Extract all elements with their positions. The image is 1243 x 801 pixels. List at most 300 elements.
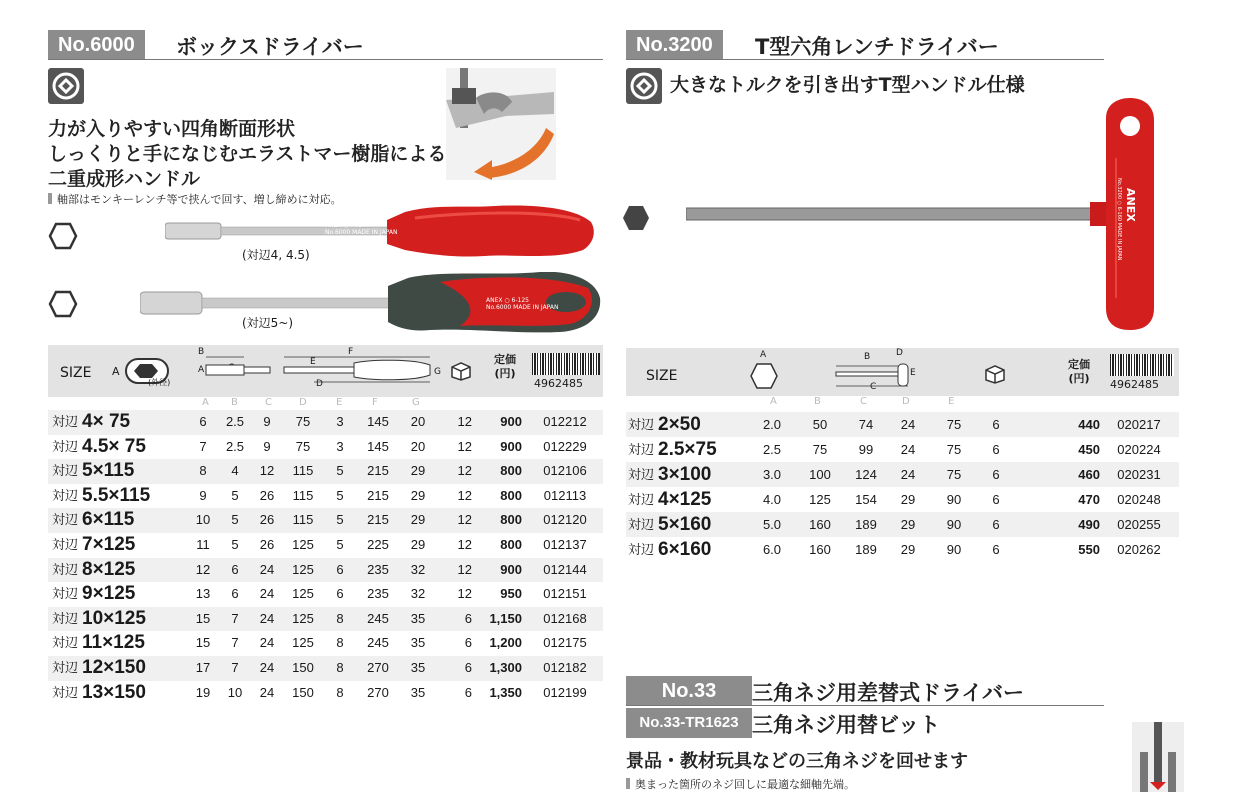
cell-code: 020248	[1117, 492, 1161, 507]
cell-e: 90	[946, 517, 962, 532]
right-col-letter-a: A	[770, 396, 777, 407]
cell-a: 19	[195, 684, 211, 700]
cell-a: 12	[195, 561, 211, 577]
cell-b: 160	[809, 517, 831, 532]
cell-e: 5	[336, 463, 344, 479]
cell-c: 9	[263, 438, 271, 454]
right-size-label: SIZE	[646, 368, 678, 384]
cell-a: 6.0	[762, 542, 782, 557]
cell-b: 2.5	[225, 438, 245, 454]
right-col-letter-d: D	[902, 396, 910, 407]
cell-pre: 対辺	[52, 512, 79, 528]
right-barcode-text: 4962485	[1110, 378, 1159, 391]
cell-e: 6	[336, 586, 344, 602]
cell-e: 8	[336, 610, 344, 626]
right-barcode-icon	[1110, 354, 1174, 376]
cell-size: 2×50	[658, 414, 701, 435]
cell-code: 012120	[543, 512, 587, 528]
anex-logo-icon	[48, 68, 84, 104]
cell-d: 125	[292, 561, 314, 577]
cell-code: 012229	[543, 438, 587, 454]
cell-b: 5	[231, 487, 239, 503]
cell-a: 2.5	[762, 442, 782, 457]
right-dim-a-label: A	[760, 350, 767, 360]
cell-code: 020217	[1117, 417, 1161, 432]
cell-c: 74	[858, 417, 874, 432]
cell-f: 145	[367, 414, 389, 429]
left-outer-label: (外径)	[148, 378, 171, 387]
cell-pre: 対辺	[628, 417, 655, 432]
cell-b: 125	[809, 492, 831, 507]
left-price-label: 定価 (円)	[494, 353, 516, 380]
cell-price: 1,200	[489, 635, 522, 651]
cell-d: 150	[292, 684, 314, 700]
cell-e: 8	[336, 660, 344, 675]
cell-pre: 対辺	[628, 492, 655, 507]
cell-code: 020255	[1117, 517, 1161, 532]
cell-qty: 6	[992, 467, 1000, 482]
table-row	[626, 512, 1179, 537]
cell-e: 8	[336, 684, 344, 700]
box-driver-dimension-diagram	[204, 355, 436, 385]
large-driver-print-line1: ANEX ○ 6-125	[486, 297, 529, 304]
cell-c: 26	[259, 512, 275, 528]
right-title: T型六角レンチドライバー	[755, 35, 999, 59]
cell-g: 29	[410, 512, 426, 528]
cell-b: 4	[231, 463, 239, 479]
bottom-feature: 景品・教材玩具などの三角ネジを回せます	[626, 751, 968, 772]
cell-f: 245	[367, 610, 389, 626]
bottom-note-text: 奥まった箇所のネジ回しに最適な細軸先端。	[635, 778, 855, 791]
large-driver-caption: (対辺5~)	[242, 316, 294, 330]
bottom-title-a: 三角ネジ用差替式ドライバー	[752, 681, 1024, 705]
left-col-letters	[48, 397, 603, 411]
cell-qty: 6	[464, 684, 472, 700]
table-row	[48, 533, 603, 558]
cell-f: 215	[367, 512, 389, 528]
cell-pre: 対辺	[52, 635, 79, 651]
cell-a: 15	[195, 610, 211, 626]
cell-g: 35	[410, 635, 426, 651]
cell-a: 15	[195, 635, 211, 651]
cell-c: 24	[259, 610, 275, 626]
cell-price: 490	[1078, 517, 1100, 532]
right-col-letter-b: B	[814, 396, 821, 407]
cell-qty: 6	[464, 635, 472, 651]
hex-outline-icon	[48, 290, 78, 318]
cell-d: 29	[900, 492, 916, 507]
cell-b: 7	[231, 660, 239, 675]
tri-screw-usage-image	[1132, 722, 1184, 792]
right-model-badge: No.3200	[626, 30, 723, 60]
cell-size: 4.5× 75	[82, 435, 146, 457]
cell-e: 8	[336, 635, 344, 651]
cell-f: 145	[367, 438, 389, 454]
cell-code: 020224	[1117, 442, 1161, 457]
left-feature-2: しっくりと手になじむエラストマー樹脂による	[48, 143, 447, 165]
cell-c: 24	[259, 684, 275, 700]
t-wrench-print: No.3200 ○ 6-160 MADE IN JAPAN	[1116, 178, 1122, 261]
cell-a: 4.0	[762, 492, 782, 507]
cell-a: 10	[195, 512, 211, 528]
right-dim-c-label: C	[870, 382, 877, 392]
cell-a: 8	[199, 463, 207, 479]
cell-e: 75	[946, 442, 962, 457]
right-dim-d-label: D	[896, 348, 903, 358]
cell-price: 950	[500, 586, 522, 602]
cell-pre: 対辺	[628, 442, 655, 457]
table-row	[48, 631, 603, 656]
table-row	[626, 487, 1179, 512]
cell-d: 24	[900, 442, 916, 457]
cell-size: 9×125	[82, 583, 136, 605]
cell-pre: 対辺	[52, 684, 79, 700]
cell-code: 012151	[543, 586, 587, 602]
cell-price: 800	[500, 512, 522, 528]
cell-f: 235	[367, 561, 389, 577]
cell-qty: 6	[992, 442, 1000, 457]
cell-e: 90	[946, 492, 962, 507]
cell-price: 1,350	[489, 684, 522, 700]
table-row	[48, 681, 603, 706]
cell-d: 115	[292, 463, 314, 479]
cell-d: 75	[295, 414, 311, 429]
cell-qty: 6	[992, 492, 1000, 507]
cell-c: 99	[858, 442, 874, 457]
cell-code: 012137	[543, 537, 587, 552]
cell-code: 020262	[1117, 542, 1161, 557]
cell-qty: 6	[992, 417, 1000, 432]
cell-g: 29	[410, 463, 426, 479]
cell-qty: 12	[457, 487, 472, 503]
left-col-letter-e: E	[336, 397, 343, 408]
cell-qty: 12	[457, 537, 472, 552]
large-driver-print	[486, 297, 559, 311]
left-model-badge: No.6000	[48, 30, 145, 60]
left-title: ボックスドライバー	[176, 35, 364, 59]
cell-b: 2.5	[225, 414, 245, 429]
cell-code: 012106	[543, 463, 587, 479]
cell-d: 150	[292, 660, 314, 675]
cell-f: 245	[367, 635, 389, 651]
cell-d: 29	[900, 542, 916, 557]
cell-pre: 対辺	[52, 610, 79, 626]
cell-size: 3×100	[658, 464, 712, 485]
cell-b: 6	[231, 586, 239, 602]
cell-c: 154	[855, 492, 877, 507]
table-row	[48, 435, 603, 460]
cell-b: 6	[231, 561, 239, 577]
left-dim-b-label: B	[198, 347, 205, 357]
cell-g: 35	[410, 684, 426, 700]
cell-f: 215	[367, 487, 389, 503]
cell-pre: 対辺	[52, 586, 79, 602]
wrench-usage-image	[446, 68, 556, 180]
left-size-label: SIZE	[60, 365, 92, 381]
hex-cross-section-icon	[750, 362, 778, 390]
cell-size: 8×125	[82, 558, 136, 580]
left-dim-a2-label: A	[198, 365, 205, 375]
cell-size: 6×160	[658, 539, 712, 560]
left-table-header	[48, 345, 603, 397]
cell-a: 13	[195, 586, 211, 602]
cell-price: 1,150	[489, 610, 522, 626]
cell-d: 125	[292, 537, 314, 552]
quantity-box-icon	[984, 364, 1006, 384]
cell-qty: 12	[457, 463, 472, 479]
cell-price: 470	[1078, 492, 1100, 507]
cell-size: 12×150	[82, 657, 146, 678]
cell-size: 11×125	[82, 632, 145, 654]
cell-qty: 6	[992, 517, 1000, 532]
table-row	[48, 410, 603, 435]
cell-d: 29	[900, 517, 916, 532]
cell-pre: 対辺	[52, 463, 79, 479]
cell-d: 125	[292, 635, 314, 651]
table-row	[626, 412, 1179, 437]
cell-price: 800	[500, 537, 522, 552]
cell-size: 7×125	[82, 534, 136, 555]
cell-b: 7	[231, 610, 239, 626]
bottom-model-a-badge: No.33	[626, 676, 752, 706]
cell-pre: 対辺	[52, 660, 79, 675]
t-wrench-dimension-diagram	[834, 356, 914, 390]
anex-logo-icon	[626, 68, 662, 104]
cell-size: 4× 75	[82, 411, 131, 432]
cell-a: 6	[199, 414, 207, 429]
cell-b: 5	[231, 512, 239, 528]
cell-code: 020231	[1117, 467, 1161, 482]
cell-size: 5×115	[82, 460, 135, 482]
left-col-letter-g: G	[412, 397, 420, 408]
cell-qty: 12	[457, 438, 472, 454]
bottom-note	[626, 776, 855, 792]
cell-code: 012212	[543, 414, 587, 429]
cell-e: 5	[336, 512, 344, 528]
cell-c: 26	[259, 487, 275, 503]
cell-e: 5	[336, 487, 344, 503]
table-row	[626, 537, 1179, 562]
cell-price: 450	[1078, 442, 1100, 457]
left-barcode-icon	[532, 353, 600, 375]
cell-code: 012199	[543, 684, 587, 700]
cell-price: 900	[500, 438, 522, 454]
cell-f: 270	[367, 660, 389, 675]
cell-price: 900	[500, 561, 522, 577]
cell-e: 6	[336, 561, 344, 577]
large-driver-print-line2: No.6000 MADE IN JAPAN	[486, 304, 559, 311]
right-dim-e-label: E	[910, 368, 916, 378]
cell-price: 460	[1078, 467, 1100, 482]
left-col-letter-c: C	[265, 397, 272, 408]
cell-size: 6×115	[82, 509, 135, 531]
cell-size: 2.5×75	[658, 439, 717, 460]
cell-b: 160	[809, 542, 831, 557]
left-dim-e-label: E	[310, 357, 316, 367]
table-row	[626, 462, 1179, 487]
cell-c: 124	[855, 467, 877, 482]
cell-qty: 6	[464, 660, 472, 675]
cell-c: 12	[259, 463, 275, 479]
left-dim-f-label: F	[348, 347, 354, 357]
cell-e: 90	[946, 542, 962, 557]
left-col-letter-b: B	[231, 397, 238, 408]
left-dim-g-label: G	[434, 367, 441, 377]
left-dim-d-label: D	[316, 379, 323, 389]
cell-e: 5	[336, 537, 344, 552]
cell-f: 225	[367, 537, 389, 552]
table-row	[48, 607, 603, 632]
cell-a: 17	[195, 660, 211, 675]
cell-g: 32	[410, 561, 426, 577]
cell-code: 012113	[543, 487, 587, 503]
cell-code: 012175	[543, 635, 587, 651]
cell-code: 012182	[543, 660, 587, 675]
cell-g: 29	[410, 487, 426, 503]
cell-size: 10×125	[82, 607, 146, 629]
cell-code: 012168	[543, 610, 587, 626]
cell-pre: 対辺	[52, 414, 79, 429]
bottom-title-b: 三角ネジ用替ビット	[752, 713, 941, 737]
small-driver-print-line2: No.6000 MADE IN JAPAN	[325, 229, 398, 236]
cell-size: 4×125	[658, 489, 712, 510]
cell-pre: 対辺	[628, 517, 655, 532]
cell-size: 5×160	[658, 514, 712, 535]
left-col-letter-d: D	[299, 397, 307, 408]
cell-d: 115	[292, 487, 314, 503]
cell-g: 20	[410, 414, 426, 429]
left-col-letter-a: A	[202, 397, 209, 408]
cell-g: 29	[410, 537, 426, 552]
cell-price: 1,300	[489, 660, 522, 675]
cell-b: 50	[812, 417, 828, 432]
table-row	[48, 558, 603, 583]
cell-g: 35	[410, 610, 426, 626]
hex-solid-icon	[622, 204, 650, 232]
right-feature: 大きなトルクを引き出すT型ハンドル仕様	[670, 74, 1025, 96]
cell-pre: 対辺	[52, 561, 79, 577]
cell-e: 3	[336, 438, 344, 454]
right-header-line	[626, 59, 1104, 60]
hex-outline-icon	[48, 222, 78, 250]
left-header-line	[48, 59, 603, 60]
cell-e: 75	[946, 417, 962, 432]
cell-price: 900	[500, 414, 522, 429]
left-barcode-text: 4962485	[534, 377, 583, 390]
cell-d: 125	[292, 610, 314, 626]
cell-pre: 対辺	[52, 487, 79, 503]
cell-qty: 6	[464, 610, 472, 626]
left-dim-a-label: A	[112, 365, 120, 378]
cell-e: 75	[946, 467, 962, 482]
cell-code: 012144	[543, 561, 587, 577]
quantity-box-icon	[450, 361, 472, 381]
cell-a: 9	[199, 487, 207, 503]
cell-g: 35	[410, 660, 426, 675]
small-driver-print-line1: ANEX ○4-75	[325, 222, 363, 229]
cell-f: 235	[367, 586, 389, 602]
cell-c: 26	[259, 537, 275, 552]
table-row	[626, 437, 1179, 462]
cell-c: 24	[259, 561, 275, 577]
cell-f: 270	[367, 684, 389, 700]
cell-qty: 12	[457, 414, 472, 429]
right-table-header	[626, 348, 1179, 396]
bottom-header-line	[626, 705, 1104, 706]
small-driver-print	[325, 222, 398, 236]
cell-b: 10	[227, 684, 243, 700]
cell-qty: 6	[992, 542, 1000, 557]
t-hex-wrench-image	[686, 98, 1156, 330]
cell-pre: 対辺	[628, 467, 655, 482]
cell-d: 125	[292, 586, 314, 602]
cell-b: 100	[809, 467, 831, 482]
cell-size: 5.5×115	[82, 484, 151, 506]
cell-c: 24	[259, 586, 275, 602]
table-row	[48, 656, 603, 681]
cell-qty: 12	[457, 561, 472, 577]
table-row	[48, 484, 603, 509]
left-note-text: 軸部はモンキーレンチ等で挟んで回す、増し締めに対応。	[57, 193, 342, 206]
cell-c: 189	[855, 542, 877, 557]
cell-size: 13×150	[82, 681, 146, 703]
right-col-letters	[626, 396, 1179, 410]
cell-e: 3	[336, 414, 344, 429]
table-row	[48, 508, 603, 533]
cell-b: 75	[812, 442, 828, 457]
cell-c: 24	[259, 635, 275, 651]
right-col-letter-c: C	[860, 396, 867, 407]
cell-price: 440	[1078, 417, 1100, 432]
cell-b: 7	[231, 635, 239, 651]
cell-price: 550	[1078, 542, 1100, 557]
cell-c: 24	[259, 660, 275, 675]
left-feature-1: 力が入りやすい四角断面形状	[48, 118, 296, 140]
cell-pre: 対辺	[52, 438, 79, 454]
cell-c: 189	[855, 517, 877, 532]
right-col-letter-e: E	[948, 396, 955, 407]
cell-price: 800	[500, 463, 522, 479]
cell-a: 3.0	[762, 467, 782, 482]
cell-a: 7	[199, 438, 207, 454]
cell-pre: 対辺	[52, 537, 79, 552]
table-row	[48, 459, 603, 484]
cell-qty: 12	[457, 512, 472, 528]
cell-pre: 対辺	[628, 542, 655, 557]
cell-f: 215	[367, 463, 389, 479]
cell-d: 24	[900, 467, 916, 482]
cell-d: 115	[292, 512, 314, 528]
left-features	[48, 117, 446, 192]
bottom-model-b-badge: No.33-TR1623	[626, 708, 752, 738]
cell-price: 800	[500, 487, 522, 503]
cell-g: 32	[410, 586, 426, 602]
cell-a: 11	[196, 537, 210, 552]
cell-a: 2.0	[762, 417, 782, 432]
cell-a: 5.0	[762, 517, 782, 532]
small-driver-caption: (対辺4, 4.5)	[242, 248, 310, 262]
left-col-letter-f: F	[372, 397, 378, 408]
t-wrench-brand: ANEX	[1124, 188, 1137, 222]
right-dim-b-label: B	[864, 352, 871, 362]
right-price-label: 定価 (円)	[1068, 358, 1090, 385]
cell-d: 24	[900, 417, 916, 432]
left-feature-3: 二重成形ハンドル	[48, 168, 201, 190]
cell-b: 5	[231, 537, 239, 552]
cell-qty: 12	[457, 586, 472, 602]
cell-g: 20	[410, 438, 426, 454]
table-row	[48, 582, 603, 607]
